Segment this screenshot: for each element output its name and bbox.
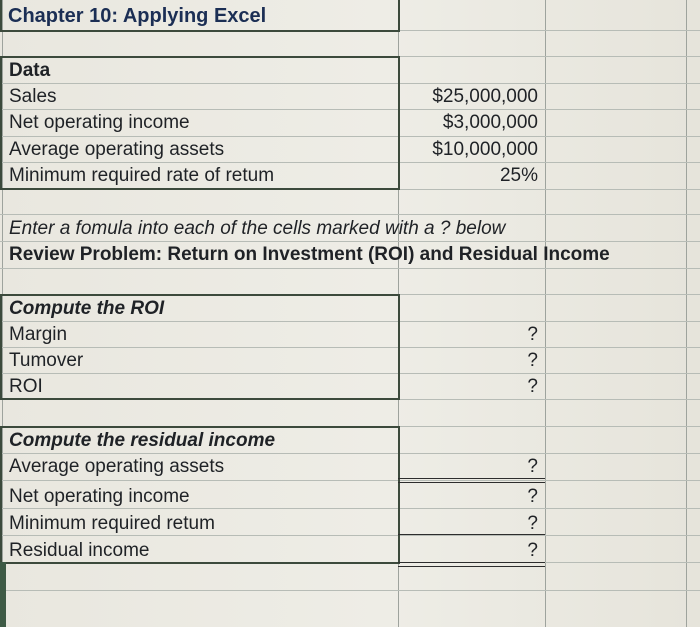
residual-value-net-operating-income[interactable]: ? (527, 486, 538, 507)
row-divider (0, 590, 700, 591)
roi-label-turnover[interactable]: Tumover (9, 350, 84, 371)
roi-label-roi[interactable]: ROI (9, 376, 43, 397)
roi-heading[interactable]: Compute the ROI (9, 298, 165, 319)
sheet-title[interactable]: Chapter 10: Applying Excel (8, 5, 267, 27)
residual-label-average-operating-assets[interactable]: Average operating assets (9, 456, 225, 477)
data-value-minimum-required-rate[interactable]: 25% (499, 165, 538, 186)
review-problem-title[interactable]: Review Problem: Return on Investment (ROI) and Residual Income (9, 244, 610, 265)
data-heading[interactable]: Data (9, 60, 51, 81)
data-value-sales[interactable]: $25,000,000 (432, 86, 538, 107)
roi-value-turnover[interactable]: ? (527, 350, 538, 371)
residual-label-net-operating-income[interactable]: Net operating income (9, 486, 190, 507)
roi-value-margin[interactable]: ? (527, 324, 538, 345)
data-value-average-operating-assets[interactable]: $10,000,000 (432, 139, 538, 160)
double-underline (398, 566, 545, 567)
data-label-sales[interactable]: Sales (9, 86, 57, 107)
total-underline (398, 478, 545, 479)
residual-value-average-operating-assets[interactable]: ? (527, 456, 538, 477)
residual-label-residual-income[interactable]: Residual income (9, 540, 150, 561)
total-underline (398, 482, 545, 483)
roi-value-roi[interactable]: ? (527, 376, 538, 397)
double-underline (398, 562, 545, 563)
roi-label-margin[interactable]: Margin (9, 324, 68, 345)
data-label-net-operating-income[interactable]: Net operating income (9, 112, 190, 133)
row-divider (0, 268, 700, 269)
data-value-net-operating-income[interactable]: $3,000,000 (442, 112, 538, 133)
residual-value-residual-income[interactable]: ? (527, 540, 538, 561)
instruction-note[interactable]: Enter a fomula into each of the cells marked with a ? below (9, 218, 506, 239)
column-divider (545, 0, 546, 627)
column-divider (686, 0, 687, 627)
subtotal-underline (398, 534, 545, 535)
row-header-edge (0, 562, 6, 627)
residual-value-minimum-required-return[interactable]: ? (527, 513, 538, 534)
residual-heading[interactable]: Compute the residual income (9, 430, 276, 451)
row-divider (0, 214, 700, 215)
residual-label-minimum-required-return[interactable]: Minimum required retum (9, 513, 215, 534)
data-label-minimum-required-rate[interactable]: Minimum required rate of retum (9, 165, 275, 186)
data-label-average-operating-assets[interactable]: Average operating assets (9, 139, 225, 160)
